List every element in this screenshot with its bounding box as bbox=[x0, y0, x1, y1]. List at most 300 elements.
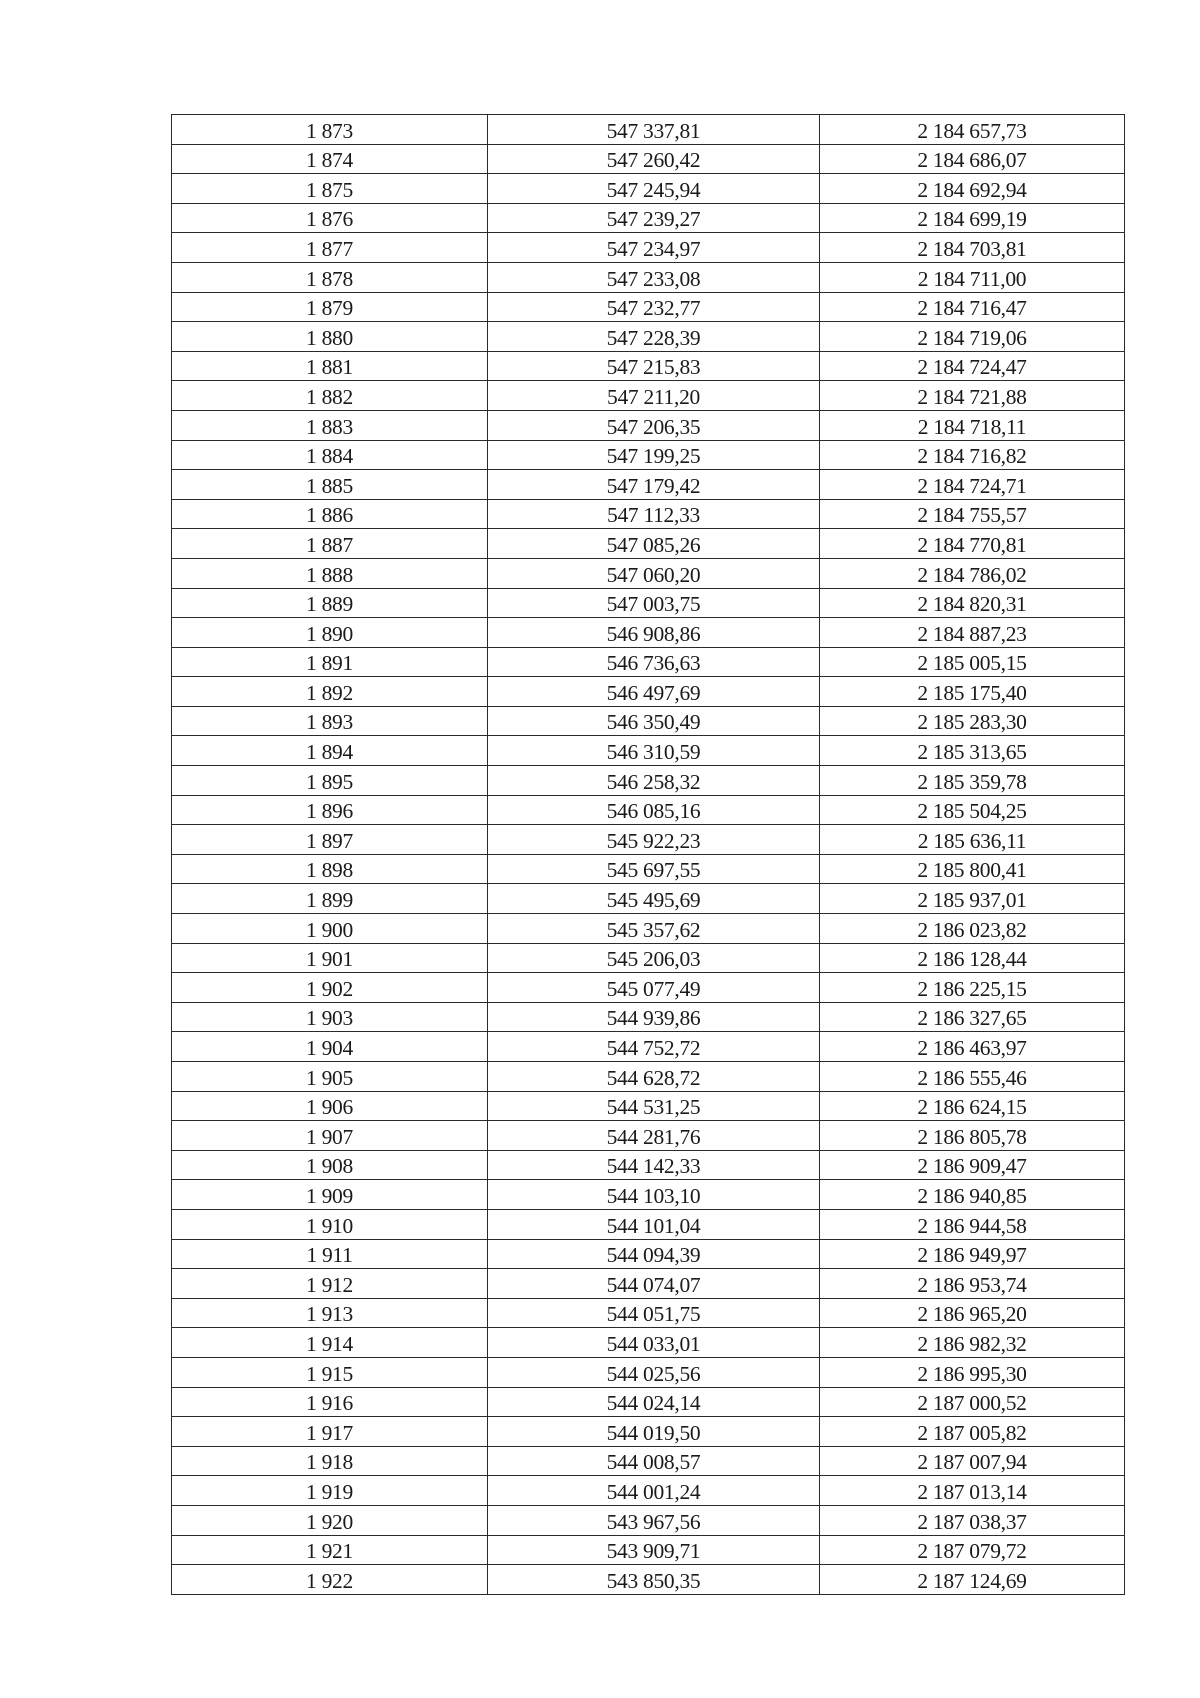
x-coordinate-text: 544 094,39 bbox=[606, 1243, 701, 1268]
point-number-text: 1 908 bbox=[306, 1154, 353, 1179]
y-coordinate-text: 2 184 820,31 bbox=[917, 592, 1027, 617]
table-row bbox=[172, 914, 1125, 944]
y-coordinate-cell bbox=[820, 499, 1125, 529]
y-coordinate-text: 2 186 327,65 bbox=[917, 1006, 1027, 1031]
point-number-text: 1 897 bbox=[306, 828, 353, 853]
table-row bbox=[172, 1446, 1125, 1476]
x-coordinate-cell bbox=[488, 440, 820, 470]
point-number-cell bbox=[172, 1417, 488, 1447]
x-coordinate-text: 547 228,39 bbox=[606, 325, 701, 350]
x-coordinate-cell bbox=[488, 558, 820, 588]
x-coordinate-cell bbox=[488, 943, 820, 973]
y-coordinate-cell bbox=[820, 1328, 1125, 1358]
x-coordinate-cell bbox=[488, 588, 820, 618]
point-number-text: 1 875 bbox=[306, 177, 353, 202]
point-number-cell bbox=[172, 795, 488, 825]
table-row bbox=[172, 233, 1125, 263]
table-row bbox=[172, 973, 1125, 1003]
table-row bbox=[172, 1357, 1125, 1387]
coordinates-table-body bbox=[172, 115, 1125, 1595]
y-coordinate-cell bbox=[820, 1357, 1125, 1387]
point-number-text: 1 885 bbox=[306, 473, 353, 498]
point-number-cell bbox=[172, 1357, 488, 1387]
x-coordinate-text: 546 350,49 bbox=[606, 710, 701, 735]
x-coordinate-text: 546 908,86 bbox=[606, 621, 701, 646]
point-number-text: 1 877 bbox=[306, 236, 353, 261]
table-row bbox=[172, 470, 1125, 500]
x-coordinate-cell bbox=[488, 470, 820, 500]
point-number-text: 1 894 bbox=[306, 740, 353, 765]
table-row bbox=[172, 1091, 1125, 1121]
y-coordinate-text: 2 185 937,01 bbox=[917, 888, 1027, 913]
y-coordinate-text: 2 185 283,30 bbox=[917, 710, 1027, 735]
x-coordinate-cell bbox=[488, 529, 820, 559]
point-number-cell bbox=[172, 736, 488, 766]
point-number-text: 1 921 bbox=[306, 1539, 353, 1564]
y-coordinate-text: 2 185 800,41 bbox=[917, 858, 1027, 883]
x-coordinate-cell bbox=[488, 736, 820, 766]
point-number-cell bbox=[172, 677, 488, 707]
table-row bbox=[172, 1150, 1125, 1180]
point-number-text: 1 886 bbox=[306, 503, 353, 528]
y-coordinate-cell bbox=[820, 1239, 1125, 1269]
y-coordinate-cell bbox=[820, 174, 1125, 204]
table-row bbox=[172, 706, 1125, 736]
y-coordinate-cell bbox=[820, 588, 1125, 618]
x-coordinate-cell bbox=[488, 706, 820, 736]
table-row bbox=[172, 1535, 1125, 1565]
point-number-text: 1 899 bbox=[306, 888, 353, 913]
point-number-cell bbox=[172, 322, 488, 352]
point-number-cell bbox=[172, 1387, 488, 1417]
x-coordinate-text: 544 531,25 bbox=[606, 1095, 701, 1120]
y-coordinate-cell bbox=[820, 1150, 1125, 1180]
table-row bbox=[172, 1209, 1125, 1239]
point-number-text: 1 881 bbox=[306, 355, 353, 380]
point-number-text: 1 891 bbox=[306, 651, 353, 676]
table-row bbox=[172, 647, 1125, 677]
point-number-text: 1 902 bbox=[306, 976, 353, 1001]
point-number-text: 1 892 bbox=[306, 680, 353, 705]
y-coordinate-text: 2 184 716,47 bbox=[917, 296, 1027, 321]
x-coordinate-text: 544 051,75 bbox=[606, 1302, 701, 1327]
y-coordinate-text: 2 186 909,47 bbox=[917, 1154, 1027, 1179]
point-number-cell bbox=[172, 1002, 488, 1032]
point-number-cell bbox=[172, 618, 488, 648]
point-number-text: 1 904 bbox=[306, 1036, 353, 1060]
x-coordinate-cell bbox=[488, 825, 820, 855]
point-number-cell bbox=[172, 1150, 488, 1180]
y-coordinate-text: 2 185 005,15 bbox=[917, 651, 1027, 676]
x-coordinate-cell bbox=[488, 1298, 820, 1328]
y-coordinate-cell bbox=[820, 440, 1125, 470]
x-coordinate-cell bbox=[488, 884, 820, 914]
x-coordinate-text: 547 060,20 bbox=[606, 562, 701, 587]
y-coordinate-text: 2 187 079,72 bbox=[917, 1539, 1027, 1564]
x-coordinate-cell bbox=[488, 115, 820, 145]
x-coordinate-cell bbox=[488, 1002, 820, 1032]
point-number-text: 1 898 bbox=[306, 858, 353, 883]
y-coordinate-cell bbox=[820, 825, 1125, 855]
x-coordinate-text: 543 850,35 bbox=[606, 1568, 701, 1593]
x-coordinate-cell bbox=[488, 1357, 820, 1387]
x-coordinate-cell bbox=[488, 322, 820, 352]
point-number-cell bbox=[172, 943, 488, 973]
y-coordinate-cell bbox=[820, 766, 1125, 796]
point-number-text: 1 879 bbox=[306, 296, 353, 321]
y-coordinate-text: 2 186 949,97 bbox=[917, 1243, 1027, 1268]
y-coordinate-cell bbox=[820, 1387, 1125, 1417]
point-number-text: 1 913 bbox=[306, 1302, 353, 1327]
y-coordinate-text: 2 185 313,65 bbox=[917, 740, 1027, 765]
y-coordinate-cell bbox=[820, 1565, 1125, 1595]
point-number-text: 1 911 bbox=[306, 1243, 353, 1268]
table-row bbox=[172, 440, 1125, 470]
y-coordinate-cell bbox=[820, 647, 1125, 677]
point-number-cell bbox=[172, 1298, 488, 1328]
point-number-cell bbox=[172, 1091, 488, 1121]
x-coordinate-text: 543 967,56 bbox=[606, 1509, 701, 1534]
y-coordinate-text: 2 187 038,37 bbox=[917, 1509, 1027, 1534]
y-coordinate-text: 2 184 657,73 bbox=[917, 118, 1027, 143]
x-coordinate-text: 545 495,69 bbox=[606, 888, 701, 913]
point-number-text: 1 888 bbox=[306, 562, 353, 587]
y-coordinate-text: 2 184 724,71 bbox=[917, 473, 1027, 498]
y-coordinate-text: 2 184 724,47 bbox=[917, 355, 1027, 380]
table-row bbox=[172, 943, 1125, 973]
x-coordinate-text: 547 260,42 bbox=[606, 148, 701, 173]
y-coordinate-cell bbox=[820, 115, 1125, 145]
x-coordinate-cell bbox=[488, 381, 820, 411]
y-coordinate-cell bbox=[820, 203, 1125, 233]
table-row bbox=[172, 262, 1125, 292]
x-coordinate-cell bbox=[488, 1209, 820, 1239]
y-coordinate-text: 2 186 023,82 bbox=[917, 917, 1027, 942]
x-coordinate-text: 545 922,23 bbox=[606, 828, 701, 853]
x-coordinate-text: 547 232,77 bbox=[606, 296, 701, 321]
point-number-cell bbox=[172, 529, 488, 559]
table-row bbox=[172, 677, 1125, 707]
x-coordinate-cell bbox=[488, 1239, 820, 1269]
point-number-text: 1 895 bbox=[306, 769, 353, 794]
y-coordinate-cell bbox=[820, 706, 1125, 736]
x-coordinate-text: 544 101,04 bbox=[606, 1213, 701, 1238]
point-number-cell bbox=[172, 1476, 488, 1506]
point-number-text: 1 915 bbox=[306, 1361, 353, 1386]
y-coordinate-cell bbox=[820, 677, 1125, 707]
point-number-cell bbox=[172, 1062, 488, 1092]
x-coordinate-cell bbox=[488, 499, 820, 529]
point-number-cell bbox=[172, 144, 488, 174]
y-coordinate-text: 2 184 686,07 bbox=[917, 148, 1027, 173]
point-number-cell bbox=[172, 381, 488, 411]
point-number-cell bbox=[172, 262, 488, 292]
x-coordinate-cell bbox=[488, 351, 820, 381]
point-number-text: 1 907 bbox=[306, 1124, 353, 1149]
x-coordinate-text: 544 019,50 bbox=[606, 1420, 701, 1445]
y-coordinate-text: 2 187 005,82 bbox=[917, 1420, 1027, 1445]
x-coordinate-text: 544 001,24 bbox=[606, 1479, 701, 1504]
y-coordinate-cell bbox=[820, 470, 1125, 500]
table-row bbox=[172, 825, 1125, 855]
point-number-cell bbox=[172, 973, 488, 1003]
y-coordinate-text: 2 186 624,15 bbox=[917, 1095, 1027, 1120]
x-coordinate-cell bbox=[488, 1446, 820, 1476]
coordinates-table bbox=[171, 114, 1125, 1595]
table-row bbox=[172, 322, 1125, 352]
x-coordinate-text: 546 258,32 bbox=[606, 769, 701, 794]
table-row bbox=[172, 618, 1125, 648]
point-number-cell bbox=[172, 1032, 488, 1062]
point-number-cell bbox=[172, 440, 488, 470]
y-coordinate-cell bbox=[820, 1298, 1125, 1328]
x-coordinate-text: 547 206,35 bbox=[606, 414, 701, 439]
point-number-text: 1 893 bbox=[306, 710, 353, 735]
x-coordinate-cell bbox=[488, 1062, 820, 1092]
x-coordinate-cell bbox=[488, 174, 820, 204]
x-coordinate-cell bbox=[488, 1387, 820, 1417]
point-number-cell bbox=[172, 1209, 488, 1239]
table-row bbox=[172, 529, 1125, 559]
x-coordinate-text: 545 077,49 bbox=[606, 976, 701, 1001]
table-row bbox=[172, 1565, 1125, 1595]
point-number-text: 1 873 bbox=[306, 118, 353, 143]
y-coordinate-text: 2 184 692,94 bbox=[917, 177, 1027, 202]
point-number-cell bbox=[172, 1446, 488, 1476]
point-number-text: 1 901 bbox=[306, 947, 353, 972]
table-row bbox=[172, 854, 1125, 884]
table-row bbox=[172, 1180, 1125, 1210]
point-number-cell bbox=[172, 588, 488, 618]
table-row bbox=[172, 1417, 1125, 1447]
y-coordinate-text: 2 187 007,94 bbox=[917, 1450, 1027, 1475]
x-coordinate-cell bbox=[488, 647, 820, 677]
table-row bbox=[172, 1121, 1125, 1151]
table-row bbox=[172, 1387, 1125, 1417]
y-coordinate-cell bbox=[820, 558, 1125, 588]
y-coordinate-text: 2 184 786,02 bbox=[917, 562, 1027, 587]
point-number-cell bbox=[172, 1121, 488, 1151]
x-coordinate-cell bbox=[488, 410, 820, 440]
x-coordinate-cell bbox=[488, 233, 820, 263]
point-number-text: 1 922 bbox=[306, 1568, 353, 1593]
y-coordinate-text: 2 185 359,78 bbox=[917, 769, 1027, 794]
point-number-text: 1 918 bbox=[306, 1450, 353, 1475]
point-number-text: 1 903 bbox=[306, 1006, 353, 1031]
x-coordinate-cell bbox=[488, 1505, 820, 1535]
table-row bbox=[172, 766, 1125, 796]
x-coordinate-cell bbox=[488, 973, 820, 1003]
point-number-cell bbox=[172, 470, 488, 500]
y-coordinate-text: 2 186 953,74 bbox=[917, 1272, 1027, 1297]
point-number-text: 1 876 bbox=[306, 207, 353, 232]
x-coordinate-text: 547 211,20 bbox=[607, 384, 700, 409]
x-coordinate-cell bbox=[488, 1150, 820, 1180]
y-coordinate-text: 2 186 944,58 bbox=[917, 1213, 1027, 1238]
point-number-text: 1 882 bbox=[306, 384, 353, 409]
point-number-cell bbox=[172, 558, 488, 588]
table-row bbox=[172, 292, 1125, 322]
point-number-cell bbox=[172, 499, 488, 529]
x-coordinate-text: 547 234,97 bbox=[606, 236, 701, 261]
x-coordinate-text: 543 909,71 bbox=[606, 1539, 701, 1564]
point-number-text: 1 887 bbox=[306, 532, 353, 557]
point-number-text: 1 909 bbox=[306, 1183, 353, 1208]
y-coordinate-text: 2 184 703,81 bbox=[917, 236, 1027, 261]
point-number-cell bbox=[172, 1505, 488, 1535]
table-row bbox=[172, 1298, 1125, 1328]
y-coordinate-cell bbox=[820, 973, 1125, 1003]
x-coordinate-text: 546 310,59 bbox=[606, 740, 701, 765]
x-coordinate-cell bbox=[488, 1121, 820, 1151]
table-row bbox=[172, 1062, 1125, 1092]
x-coordinate-text: 546 085,16 bbox=[606, 799, 701, 824]
point-number-cell bbox=[172, 1180, 488, 1210]
point-number-cell bbox=[172, 410, 488, 440]
table-row bbox=[172, 884, 1125, 914]
point-number-text: 1 916 bbox=[306, 1391, 353, 1416]
y-coordinate-text: 2 184 770,81 bbox=[917, 532, 1027, 557]
y-coordinate-cell bbox=[820, 943, 1125, 973]
table-row bbox=[172, 1269, 1125, 1299]
point-number-cell bbox=[172, 766, 488, 796]
point-number-cell bbox=[172, 914, 488, 944]
x-coordinate-text: 547 112,33 bbox=[607, 503, 700, 528]
table-row bbox=[172, 203, 1125, 233]
y-coordinate-cell bbox=[820, 1062, 1125, 1092]
table-row bbox=[172, 1032, 1125, 1062]
x-coordinate-text: 545 697,55 bbox=[606, 858, 701, 883]
point-number-cell bbox=[172, 203, 488, 233]
y-coordinate-text: 2 184 755,57 bbox=[917, 503, 1027, 528]
x-coordinate-text: 544 628,72 bbox=[606, 1065, 701, 1090]
x-coordinate-text: 547 085,26 bbox=[606, 532, 701, 557]
y-coordinate-cell bbox=[820, 233, 1125, 263]
point-number-text: 1 874 bbox=[306, 148, 353, 173]
point-number-cell bbox=[172, 233, 488, 263]
table-row bbox=[172, 795, 1125, 825]
y-coordinate-cell bbox=[820, 1535, 1125, 1565]
table-row bbox=[172, 174, 1125, 204]
x-coordinate-text: 547 337,81 bbox=[606, 118, 701, 143]
y-coordinate-text: 2 184 711,00 bbox=[917, 266, 1027, 291]
table-row bbox=[172, 1476, 1125, 1506]
y-coordinate-cell bbox=[820, 262, 1125, 292]
point-number-text: 1 896 bbox=[306, 799, 353, 824]
x-coordinate-cell bbox=[488, 677, 820, 707]
x-coordinate-cell bbox=[488, 1032, 820, 1062]
y-coordinate-text: 2 186 555,46 bbox=[917, 1065, 1027, 1090]
point-number-text: 1 880 bbox=[306, 325, 353, 350]
y-coordinate-text: 2 185 504,25 bbox=[917, 799, 1027, 824]
y-coordinate-cell bbox=[820, 1091, 1125, 1121]
x-coordinate-cell bbox=[488, 1180, 820, 1210]
table-row bbox=[172, 588, 1125, 618]
y-coordinate-cell bbox=[820, 1417, 1125, 1447]
y-coordinate-text: 2 184 718,11 bbox=[917, 414, 1027, 439]
y-coordinate-text: 2 184 721,88 bbox=[917, 384, 1027, 409]
x-coordinate-text: 546 736,63 bbox=[606, 651, 701, 676]
x-coordinate-cell bbox=[488, 144, 820, 174]
point-number-cell bbox=[172, 292, 488, 322]
x-coordinate-text: 547 233,08 bbox=[606, 266, 701, 291]
y-coordinate-cell bbox=[820, 1476, 1125, 1506]
y-coordinate-cell bbox=[820, 529, 1125, 559]
x-coordinate-cell bbox=[488, 1417, 820, 1447]
y-coordinate-text: 2 187 000,52 bbox=[917, 1391, 1027, 1416]
y-coordinate-text: 2 185 636,11 bbox=[917, 828, 1027, 853]
table-row bbox=[172, 736, 1125, 766]
point-number-cell bbox=[172, 351, 488, 381]
y-coordinate-cell bbox=[820, 1505, 1125, 1535]
y-coordinate-cell bbox=[820, 795, 1125, 825]
x-coordinate-cell bbox=[488, 795, 820, 825]
point-number-cell bbox=[172, 1328, 488, 1358]
point-number-text: 1 890 bbox=[306, 621, 353, 646]
x-coordinate-cell bbox=[488, 1328, 820, 1358]
x-coordinate-text: 544 103,10 bbox=[606, 1183, 701, 1208]
table-row bbox=[172, 115, 1125, 145]
y-coordinate-cell bbox=[820, 1121, 1125, 1151]
point-number-cell bbox=[172, 1269, 488, 1299]
y-coordinate-cell bbox=[820, 736, 1125, 766]
x-coordinate-text: 547 003,75 bbox=[606, 592, 701, 617]
y-coordinate-text: 2 187 013,14 bbox=[917, 1479, 1027, 1504]
point-number-cell bbox=[172, 854, 488, 884]
table-row bbox=[172, 1002, 1125, 1032]
x-coordinate-text: 544 752,72 bbox=[606, 1036, 701, 1060]
table-row bbox=[172, 558, 1125, 588]
x-coordinate-text: 544 281,76 bbox=[606, 1124, 701, 1149]
y-coordinate-text: 2 184 719,06 bbox=[917, 325, 1027, 350]
y-coordinate-text: 2 184 716,82 bbox=[917, 444, 1027, 469]
x-coordinate-cell bbox=[488, 262, 820, 292]
y-coordinate-text: 2 186 805,78 bbox=[917, 1124, 1027, 1149]
x-coordinate-cell bbox=[488, 854, 820, 884]
y-coordinate-cell bbox=[820, 914, 1125, 944]
y-coordinate-cell bbox=[820, 1032, 1125, 1062]
point-number-text: 1 912 bbox=[306, 1272, 353, 1297]
x-coordinate-cell bbox=[488, 1476, 820, 1506]
x-coordinate-cell bbox=[488, 766, 820, 796]
table-row bbox=[172, 351, 1125, 381]
point-number-cell bbox=[172, 647, 488, 677]
y-coordinate-text: 2 186 982,32 bbox=[917, 1331, 1027, 1356]
point-number-text: 1 910 bbox=[306, 1213, 353, 1238]
y-coordinate-cell bbox=[820, 381, 1125, 411]
y-coordinate-text: 2 186 225,15 bbox=[917, 976, 1027, 1001]
x-coordinate-text: 544 024,14 bbox=[606, 1391, 701, 1416]
y-coordinate-text: 2 184 887,23 bbox=[917, 621, 1027, 646]
table-row bbox=[172, 410, 1125, 440]
y-coordinate-cell bbox=[820, 322, 1125, 352]
y-coordinate-cell bbox=[820, 1209, 1125, 1239]
point-number-text: 1 905 bbox=[306, 1065, 353, 1090]
x-coordinate-text: 547 245,94 bbox=[606, 177, 701, 202]
table-row bbox=[172, 1505, 1125, 1535]
table-row bbox=[172, 1239, 1125, 1269]
point-number-cell bbox=[172, 1239, 488, 1269]
y-coordinate-cell bbox=[820, 854, 1125, 884]
x-coordinate-text: 544 142,33 bbox=[606, 1154, 701, 1179]
y-coordinate-text: 2 187 124,69 bbox=[917, 1568, 1027, 1593]
x-coordinate-cell bbox=[488, 1269, 820, 1299]
y-coordinate-text: 2 186 463,97 bbox=[917, 1036, 1027, 1060]
x-coordinate-text: 544 033,01 bbox=[606, 1331, 701, 1356]
point-number-text: 1 883 bbox=[306, 414, 353, 439]
point-number-cell bbox=[172, 706, 488, 736]
y-coordinate-cell bbox=[820, 1180, 1125, 1210]
